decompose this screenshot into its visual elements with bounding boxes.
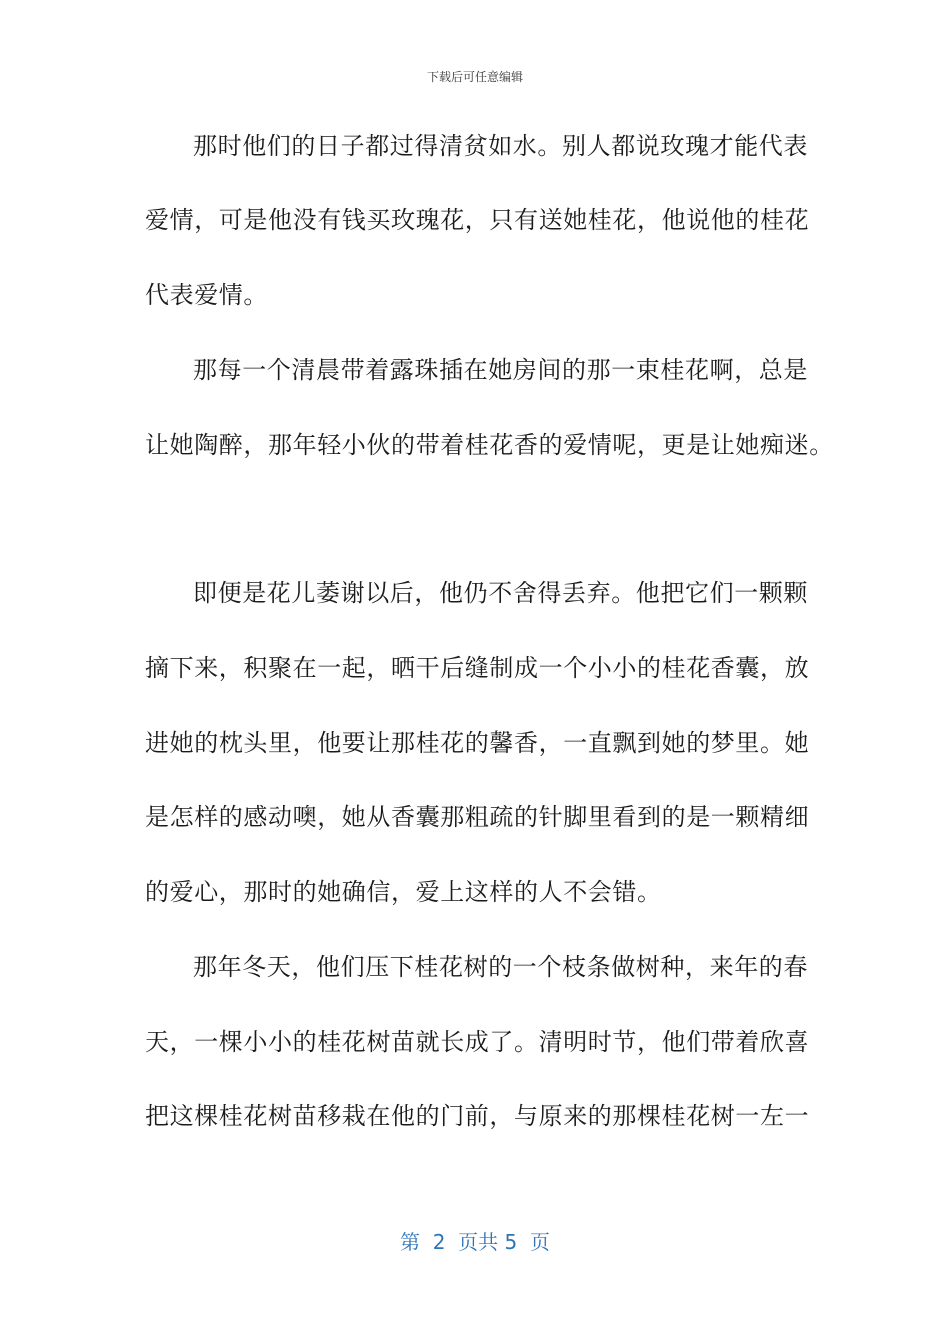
text-line: 把这棵桂花树苗移栽在他的门前，与原来的那棵桂花树一左一	[145, 1102, 810, 1130]
page-header: 下载后可任意编辑	[426, 70, 523, 84]
text-line: 代表爱情。	[145, 281, 268, 309]
text-line: 天，一棵小小的桂花树苗就长成了。清明时节，他们带着欣喜	[145, 1028, 810, 1056]
text-line: 进她的枕头里，他要让那桂花的馨香，一直飘到她的梦里。她	[145, 729, 810, 757]
text-line: 摘下来，积聚在一起，晒干后缝制成一个小小的桂花香囊，放	[145, 654, 810, 682]
text-line: 那年冬天，他们压下桂花树的一个枝条做树种，来年的春	[193, 953, 808, 981]
page-number-footer: 第 2 页共 5 页	[400, 1230, 550, 1254]
text-line: 是怎样的感动噢，她从香囊那粗疏的针脚里看到的是一颗精细	[145, 803, 810, 831]
text-line: 让她陶醉，那年轻小伙的带着桂花香的爱情呢，更是让她痴迷。	[145, 431, 834, 459]
text-line: 那每一个清晨带着露珠插在她房间的那一束桂花啊，总是	[193, 356, 808, 384]
text-line: 爱情，可是他没有钱买玫瑰花，只有送她桂花，他说他的桂花	[145, 206, 810, 234]
text-line: 的爱心，那时的她确信，爱上这样的人不会错。	[145, 878, 662, 906]
text-line: 那时他们的日子都过得清贫如水。别人都说玫瑰才能代表	[193, 132, 808, 160]
text-line: 即便是花儿萎谢以后，他仍不舍得丢弃。他把它们一颗颗	[193, 579, 808, 607]
